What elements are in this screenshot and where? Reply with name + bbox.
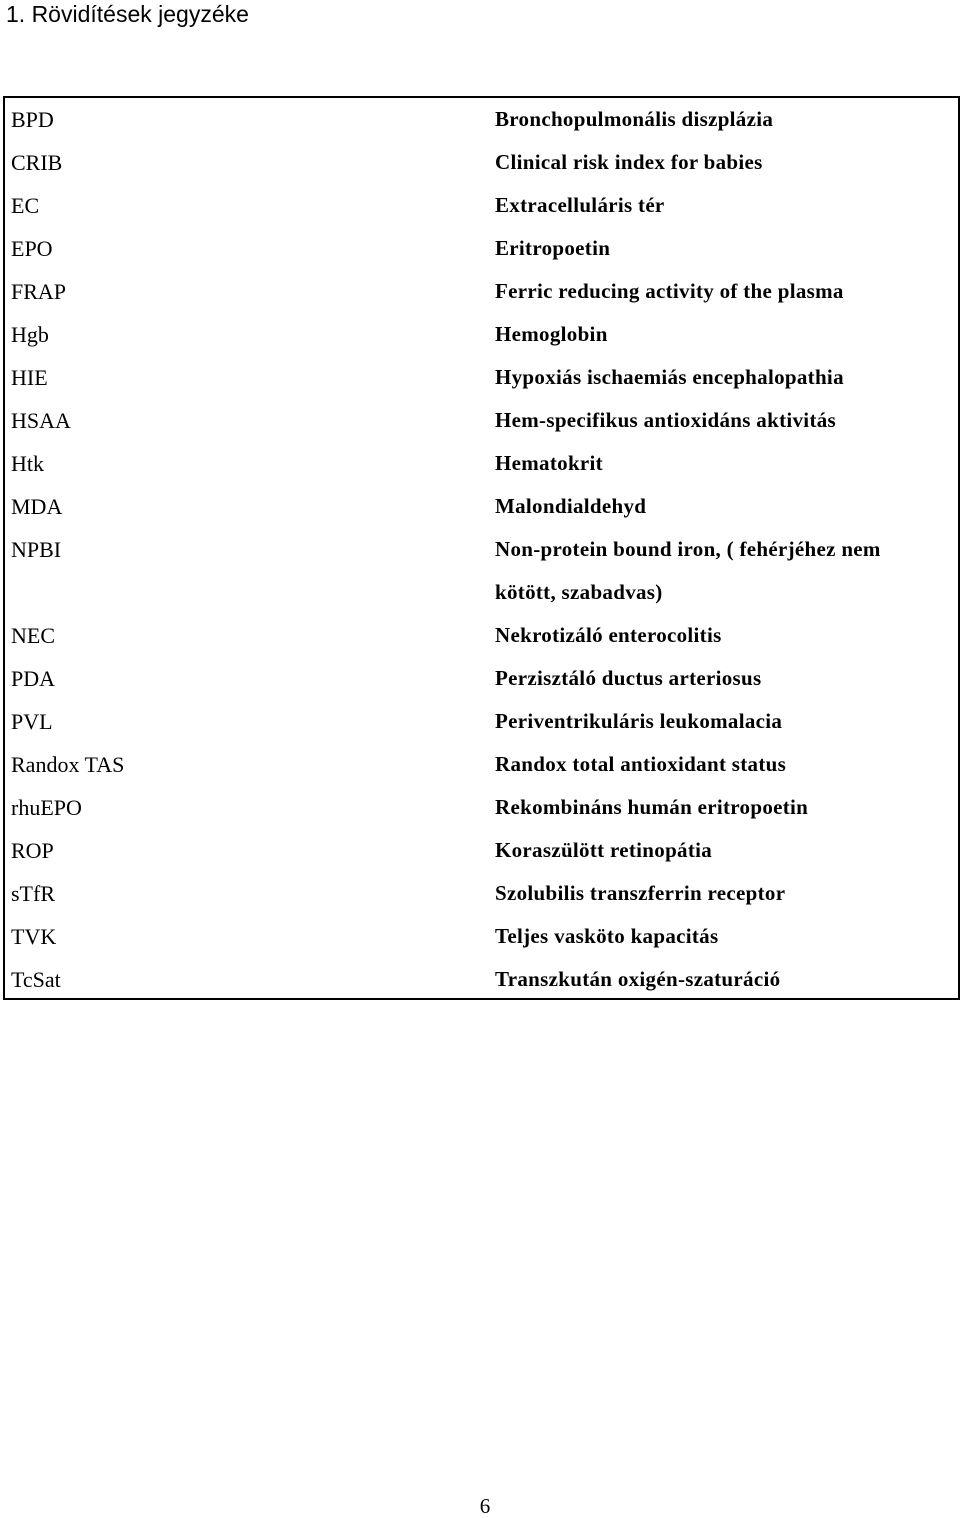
abbreviation-term: MDA — [11, 493, 63, 519]
abbreviation-definition: Koraszülött retinopátia — [495, 838, 713, 862]
abbreviation-term: PDA — [11, 665, 56, 691]
abbreviation-row — [5, 786, 958, 829]
abbreviation-definition: Teljes vasköto kapacitás — [495, 924, 719, 948]
abbreviation-term: ROP — [11, 837, 54, 863]
abbreviation-definition: Szolubilis transzferrin receptor — [495, 881, 786, 905]
abbreviation-term: HIE — [11, 364, 48, 390]
abbreviation-term: Hgb — [11, 321, 49, 347]
abbreviation-row — [5, 829, 958, 872]
abbreviation-definition: Rekombináns humán eritropoetin — [495, 795, 809, 819]
abbreviation-row — [5, 700, 958, 743]
abbreviation-definition: Hematokrit — [495, 451, 603, 475]
abbreviation-definition: Randox total antioxidant status — [495, 752, 787, 776]
abbreviation-term: HSAA — [11, 407, 71, 433]
abbreviation-row — [5, 270, 958, 313]
abbreviation-term: sTfR — [11, 880, 55, 906]
abbreviation-row — [5, 743, 958, 786]
abbreviation-definition: Eritropoetin — [495, 236, 611, 260]
abbreviation-term — [5, 571, 495, 614]
abbreviation-definition: Malondialdehyd — [495, 494, 647, 518]
abbreviation-row — [5, 313, 958, 356]
abbreviation-definition: Hypoxiás ischaemiás encephalopathia — [495, 365, 844, 389]
abbreviation-table — [5, 98, 958, 1001]
abbreviation-definition: Non-protein bound iron, ( fehérjéhez nem — [495, 537, 881, 561]
abbreviation-term: EPO — [11, 235, 53, 261]
abbreviation-row — [5, 141, 958, 184]
abbreviation-row — [5, 872, 958, 915]
abbreviation-term: EC — [11, 192, 40, 218]
abbreviation-definition: Bronchopulmonális diszplázia — [495, 107, 774, 131]
abbreviation-table-body — [5, 98, 958, 1001]
abbreviation-term: BPD — [11, 106, 54, 132]
abbreviation-term: Htk — [11, 450, 44, 476]
abbreviation-row — [5, 356, 958, 399]
abbreviation-row — [5, 915, 958, 958]
abbreviation-row — [5, 184, 958, 227]
abbreviation-row — [5, 571, 958, 614]
abbreviation-definition: Nekrotizáló enterocolitis — [495, 623, 722, 647]
abbreviation-row — [5, 98, 958, 141]
abbreviation-term: CRIB — [11, 149, 63, 175]
abbreviation-definition: kötött, szabadvas) — [495, 580, 663, 604]
abbreviation-definition: Extracelluláris tér — [495, 193, 665, 217]
page-number: 6 — [479, 1494, 491, 1518]
abbreviation-term: PVL — [11, 708, 53, 734]
abbreviation-definition: Transzkután oxigén-szaturáció — [495, 967, 781, 991]
abbreviation-definition: Ferric reducing activity of the plasma — [495, 279, 844, 303]
abbreviation-definition: Periventrikuláris leukomalacia — [495, 709, 783, 733]
abbreviation-definition: Perzisztáló ductus arteriosus — [495, 666, 762, 690]
abbreviation-row — [5, 657, 958, 700]
abbreviation-term: FRAP — [11, 278, 67, 304]
section-heading: 1. Rövidítések jegyzéke — [6, 1, 249, 27]
abbreviation-row — [5, 399, 958, 442]
abbreviation-row — [5, 958, 958, 1001]
abbreviation-term: TVK — [11, 923, 57, 949]
abbreviation-definition: Clinical risk index for babies — [495, 150, 763, 174]
abbreviation-definition: Hem-specifikus antioxidáns aktivitás — [495, 408, 837, 432]
abbreviation-definition: Hemoglobin — [495, 322, 608, 346]
abbreviation-term: NEC — [11, 622, 55, 648]
abbreviation-row — [5, 227, 958, 270]
abbreviation-row — [5, 442, 958, 485]
abbreviation-row — [5, 485, 958, 528]
abbreviation-row — [5, 614, 958, 657]
abbreviation-term: Randox TAS — [11, 751, 125, 777]
abbreviation-term: rhuEPO — [11, 794, 82, 820]
abbreviation-term: NPBI — [11, 536, 62, 562]
abbreviation-term: TcSat — [11, 966, 61, 992]
abbreviation-row — [5, 528, 958, 571]
abbreviation-list-box — [3, 96, 960, 1000]
